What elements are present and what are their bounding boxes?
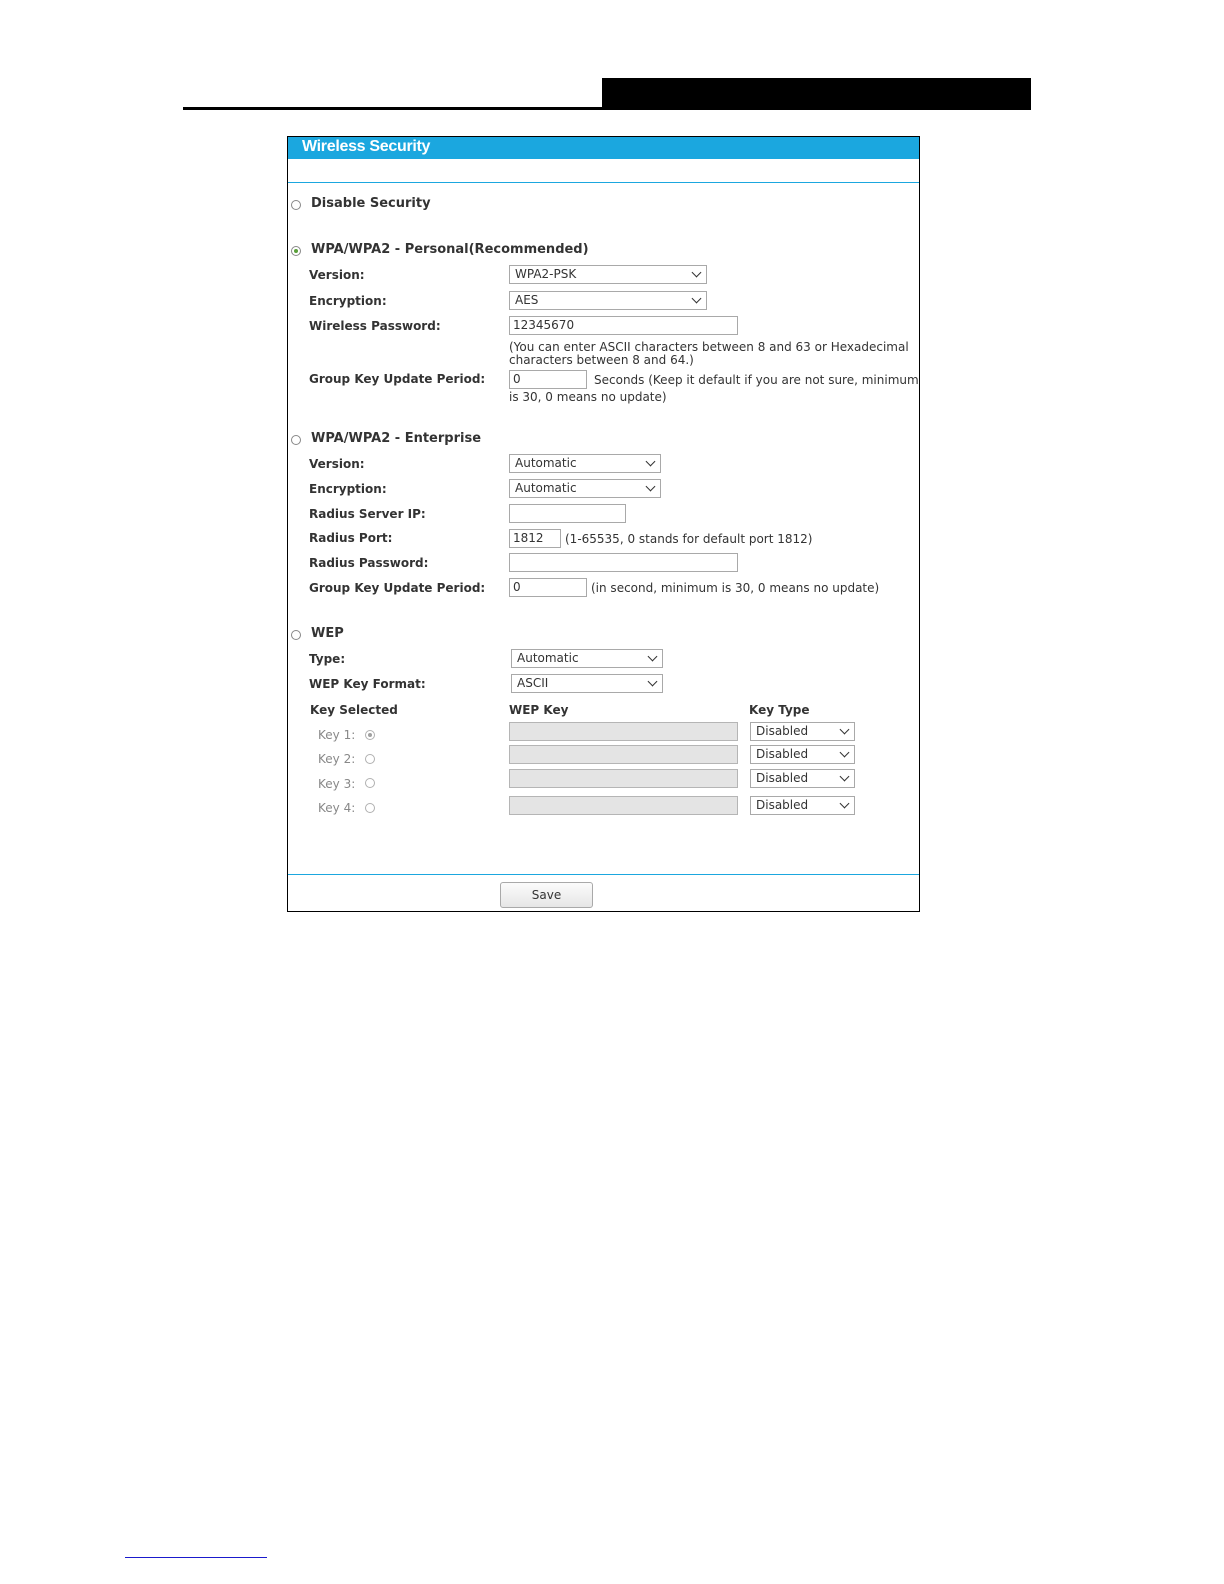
wep-format-select[interactable] [511, 674, 663, 693]
personal-group-key-hint-line2: is 30, 0 means no update) [509, 390, 667, 404]
panel-title: Wireless Security [302, 138, 431, 155]
personal-group-key-label: Group Key Update Period: [309, 372, 486, 386]
enterprise-group-key-label: Group Key Update Period: [309, 581, 486, 595]
key2-type-value: Disabled [756, 747, 809, 761]
personal-version-select[interactable] [509, 265, 707, 284]
enterprise-encryption-select[interactable] [509, 479, 661, 498]
wep-type-value: Automatic [517, 651, 579, 665]
header-rule [183, 107, 1031, 110]
chevron-down-icon [836, 746, 854, 763]
disable-security-radio[interactable] [291, 200, 301, 210]
radius-password-input[interactable] [509, 553, 738, 572]
radius-port-label: Radius Port: [309, 531, 393, 545]
save-button[interactable]: Save [500, 882, 593, 908]
enterprise-version-label: Version: [309, 457, 365, 471]
personal-encryption-value: AES [515, 293, 539, 307]
chevron-down-icon [642, 455, 660, 472]
chevron-down-icon [836, 797, 854, 814]
title-bar [288, 137, 919, 159]
key2-type-select[interactable] [750, 745, 855, 764]
key1-radio[interactable] [365, 730, 375, 740]
wpa-enterprise-radio[interactable] [291, 435, 301, 445]
col-key-type: Key Type [749, 703, 810, 717]
key4-radio[interactable] [365, 803, 375, 813]
chevron-down-icon [688, 266, 706, 283]
chevron-down-icon [688, 292, 706, 309]
enterprise-encryption-label: Encryption: [309, 482, 387, 496]
wireless-password-input[interactable]: 12345670 [509, 316, 738, 335]
radius-port-input[interactable]: 1812 [509, 529, 561, 548]
password-hint-line2: characters between 8 and 64.) [509, 353, 694, 367]
col-wep-key: WEP Key [509, 703, 569, 717]
radius-port-hint: (1-65535, 0 stands for default port 1812) [565, 532, 813, 546]
wep-type-label: Type: [309, 652, 346, 666]
wep-label: WEP [311, 626, 344, 641]
key2-radio[interactable] [365, 754, 375, 764]
chevron-down-icon [836, 723, 854, 740]
footer-link-rule [125, 1557, 267, 1558]
key3-type-select[interactable] [750, 769, 855, 788]
key3-radio[interactable] [365, 778, 375, 788]
enterprise-group-key-input[interactable]: 0 [509, 578, 587, 597]
wireless-security-panel [287, 136, 920, 912]
key4-type-select[interactable] [750, 796, 855, 815]
personal-group-key-hint-line1: Seconds (Keep it default if you are not sure, minimum [594, 373, 919, 387]
personal-version-label: Version: [309, 268, 365, 282]
enterprise-group-key-hint: (in second, minimum is 30, 0 means no update) [591, 581, 880, 595]
wep-type-select[interactable] [511, 649, 663, 668]
wireless-password-label: Wireless Password: [309, 319, 441, 333]
chevron-down-icon [644, 650, 662, 667]
key3-label: Key 3: [318, 777, 356, 791]
password-hint-line1: (You can enter ASCII characters between 8 and 63 or Hexadecimal [509, 340, 909, 354]
enterprise-version-value: Automatic [515, 456, 577, 470]
wep-format-label: WEP Key Format: [309, 677, 426, 691]
wpa-personal-radio[interactable] [291, 246, 301, 256]
personal-group-key-input[interactable]: 0 [509, 370, 587, 389]
key1-label: Key 1: [318, 728, 356, 742]
key3-type-value: Disabled [756, 771, 809, 785]
key4-type-value: Disabled [756, 798, 809, 812]
enterprise-version-select[interactable] [509, 454, 661, 473]
key3-input[interactable] [509, 769, 738, 788]
key2-input[interactable] [509, 745, 738, 764]
wep-format-value: ASCII [517, 676, 549, 690]
key2-label: Key 2: [318, 752, 356, 766]
col-key-selected: Key Selected [310, 703, 398, 717]
key1-input[interactable] [509, 722, 738, 741]
header-black-block [602, 78, 1031, 110]
personal-encryption-label: Encryption: [309, 294, 387, 308]
wpa-enterprise-label: WPA/WPA2 - Enterprise [311, 431, 482, 446]
enterprise-encryption-value: Automatic [515, 481, 577, 495]
radius-ip-label: Radius Server IP: [309, 507, 426, 521]
wep-radio[interactable] [291, 630, 301, 640]
disable-security-label: Disable Security [311, 196, 431, 211]
key1-type-value: Disabled [756, 724, 809, 738]
footer-divider [288, 874, 919, 875]
chevron-down-icon [642, 480, 660, 497]
key4-input[interactable] [509, 796, 738, 815]
personal-version-value: WPA2-PSK [515, 267, 577, 281]
chevron-down-icon [644, 675, 662, 692]
radius-ip-input[interactable] [509, 504, 626, 523]
chevron-down-icon [836, 770, 854, 787]
title-divider [288, 182, 919, 183]
personal-encryption-select[interactable] [509, 291, 707, 310]
key1-type-select[interactable] [750, 722, 855, 741]
key4-label: Key 4: [318, 801, 356, 815]
radius-password-label: Radius Password: [309, 556, 429, 570]
wpa-personal-label: WPA/WPA2 - Personal(Recommended) [311, 242, 589, 257]
